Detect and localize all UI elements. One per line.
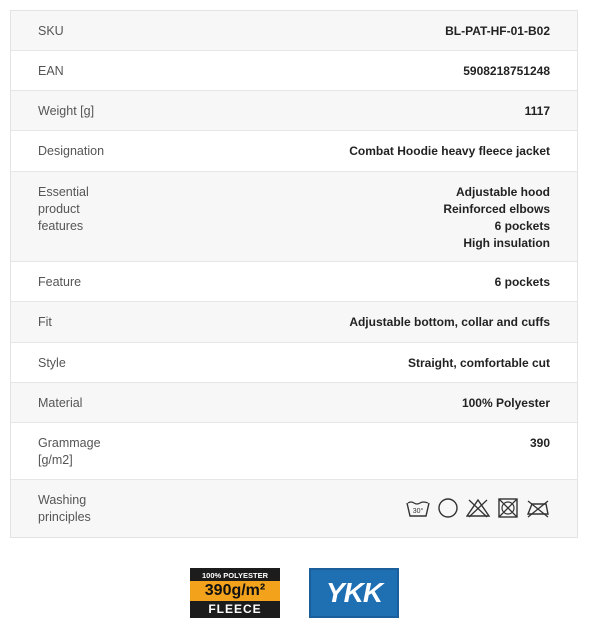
fleece-badge-bottom: FLEECE [208, 602, 262, 616]
no-dry-clean-icon [497, 497, 519, 519]
spec-value: 390 [529, 436, 550, 450]
spec-value: 1117 [524, 104, 550, 118]
ykk-logo-text: YKK [325, 577, 383, 608]
svg-text:30°: 30° [412, 508, 424, 515]
spec-label: SKU [38, 24, 64, 38]
brand-badges [190, 568, 399, 618]
no-iron-icon [526, 498, 550, 518]
feature-item: Reinforced elbows [443, 202, 550, 216]
spec-value: 6 pockets [494, 275, 550, 289]
fleece-badge-top: 100% POLYESTER [201, 571, 268, 580]
feature-item: Adjustable hood [456, 185, 550, 199]
spec-value: BL-PAT-HF-01-B02 [445, 24, 550, 38]
washing-icons [406, 492, 550, 519]
feature-item: High insulation [463, 236, 550, 250]
spec-label: Washing principles [38, 493, 91, 524]
spec-row-designation [11, 131, 577, 172]
spec-value: Straight, comfortable cut [407, 356, 550, 370]
spec-row-ean [11, 51, 577, 91]
spec-label: Material [38, 396, 83, 410]
spec-value: 100% Polyester [461, 396, 550, 410]
spec-value: Adjustable bottom, collar and cuffs [349, 315, 550, 329]
spec-row-washing [11, 480, 577, 537]
spec-label: EAN [38, 64, 64, 78]
no-bleach-icon [466, 498, 490, 518]
fleece-badge-weight: 390g/m² [190, 581, 280, 601]
spec-row-sku [11, 11, 577, 51]
spec-label: Designation [38, 144, 105, 158]
spec-row-feature [11, 262, 577, 302]
spec-value: 5908218751248 [463, 64, 550, 78]
spec-row-fit [11, 302, 577, 343]
feature-item: 6 pockets [494, 219, 550, 233]
tumble-dry-icon [437, 497, 459, 519]
product-spec-table [10, 10, 578, 538]
spec-row-weight [11, 91, 577, 131]
spec-value: Combat Hoodie heavy fleece jacket [349, 144, 550, 158]
spec-row-features [11, 172, 577, 262]
ykk-logo [309, 568, 399, 618]
wash-30-icon [406, 498, 430, 518]
spec-value-list [443, 184, 550, 252]
spec-row-grammage [11, 423, 577, 480]
spec-label: Feature [38, 275, 82, 289]
spec-label: Style [38, 356, 66, 370]
spec-label: Fit [38, 315, 52, 329]
spec-label: Grammage [g/m2] [38, 436, 101, 467]
spec-label: Essential product features [38, 185, 89, 233]
spec-row-material [11, 383, 577, 423]
spec-row-style [11, 343, 577, 383]
spec-label: Weight [g] [38, 104, 95, 118]
fleece-badge [190, 568, 280, 618]
